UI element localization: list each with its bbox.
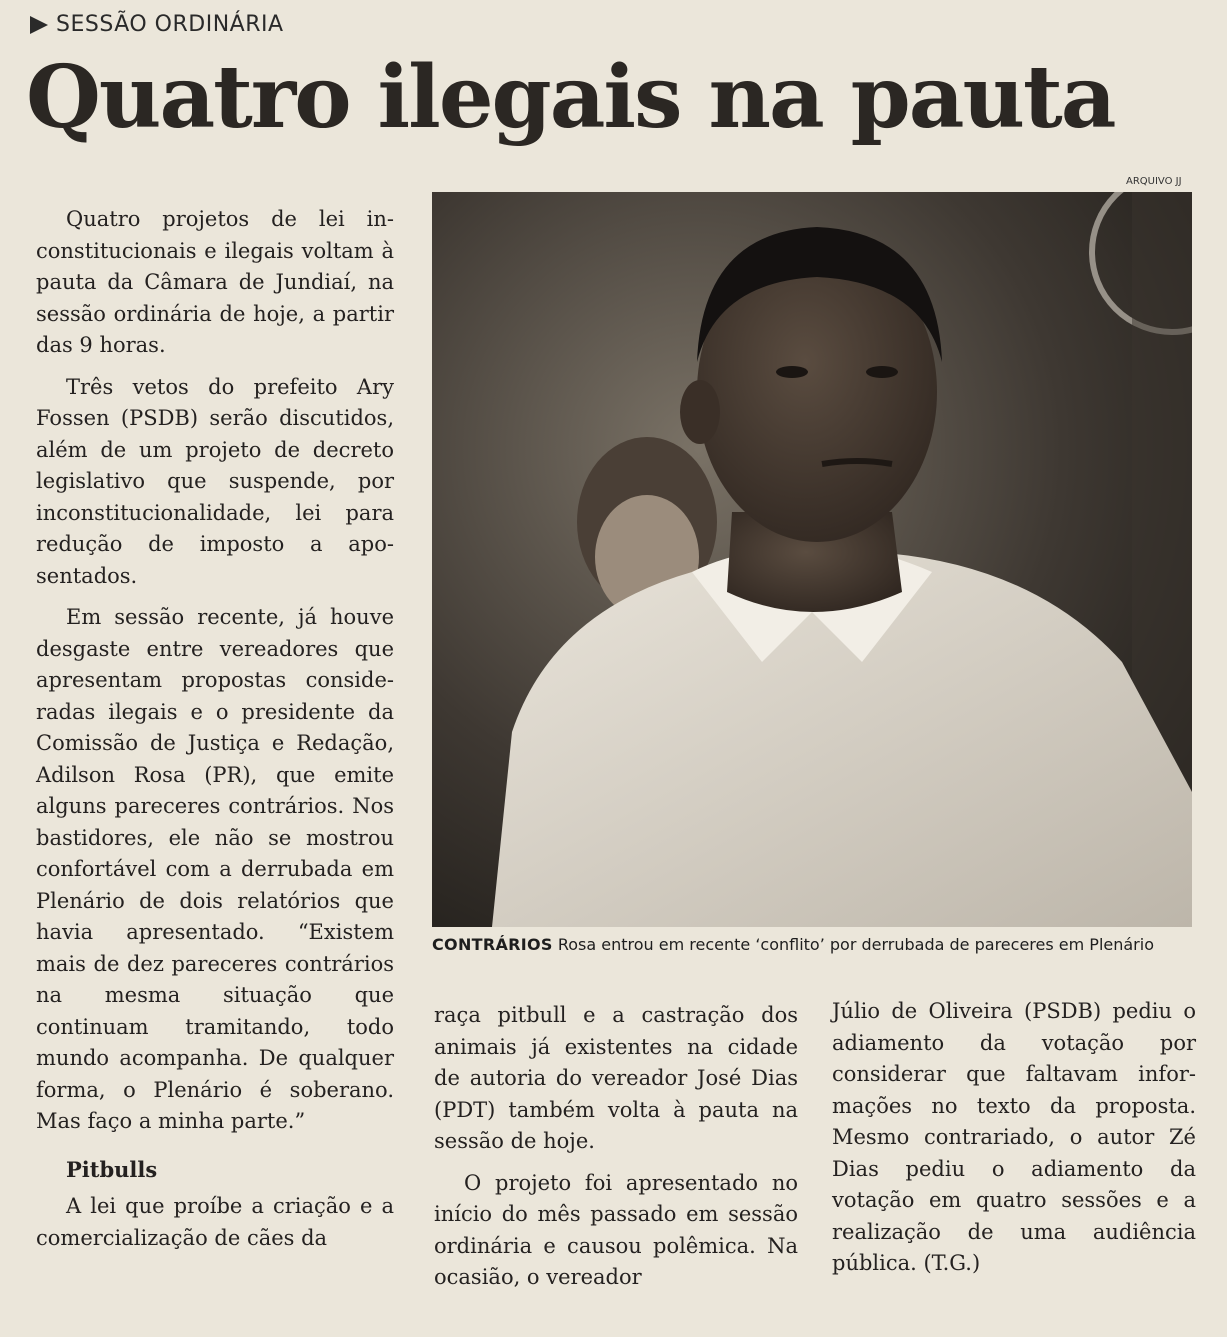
photo-caption bbox=[432, 935, 1202, 954]
paragraph-project: O projeto foi apresentado no início do mês passado em sessão ordinária e causou polêmica. Na ocasião, o vereador bbox=[434, 1170, 798, 1289]
arrow-right-icon bbox=[30, 16, 48, 34]
article-column-3 bbox=[832, 996, 1196, 1280]
section-kicker bbox=[30, 12, 284, 37]
paragraph: Três vetos do prefeito Ary Fossen (PSDB) serão discutidos, além de um projeto de decreto legislativo que suspende, por inconstitucionalidade, lei para redução de imposto a aposentados. bbox=[36, 374, 394, 588]
paragraph-pitbull-start: A lei que proíbe a criação e a comercialização de cães da bbox=[36, 1194, 394, 1250]
article-photo bbox=[432, 192, 1192, 927]
paragraph: Quatro projetos de lei inconstitucionais e ilegais voltam à pauta da Câmara de Jundiaí, na sessão ordinária de hoje, a partir das 9 horas. bbox=[36, 207, 394, 357]
photo-illustration bbox=[432, 192, 1192, 927]
kicker-label: SESSÃO ORDINÁRIA bbox=[56, 12, 284, 37]
caption-text: Rosa entrou em recente ‘conflito’ por derrubada de pareceres em Plenário bbox=[552, 935, 1154, 954]
article-column-1 bbox=[36, 204, 394, 1254]
article-column-2 bbox=[434, 1000, 798, 1294]
headline: Quatro ilegais na pauta bbox=[26, 47, 1115, 148]
paragraph-project-continued: Júlio de Oliveira (PSDB) pediu o adiamento da votação por considerar que faltavam informações no texto da proposta. Mesmo contrariado, o autor Zé Dias pediu o adiamento da votação em quatro sessões e a realização de uma audiência pública. (T.G.) bbox=[832, 999, 1196, 1275]
subhead: Pitbulls bbox=[66, 1156, 158, 1182]
photo-credit: ARQUIVO JJ bbox=[1126, 176, 1182, 187]
paragraph-pitbull-continued: raça pitbull e a castração dos animais já existentes na cidade de autoria do vereador José Dias (PDT) também volta à pauta na sessão de hoje. bbox=[434, 1003, 798, 1153]
paragraph: Em sessão recente, já houve desgaste entre vereadores que apresentam propostas consideradas ilegais e o presidente da Comissão de Justiça e Redação, Adilson Rosa (PR), que emite alguns pareceres contrários. Nos bastidores, ele não se mostrou confortável com a derrubada em Plenário de dois relatórios que havia apresentado. “Existem mais de dez pareceres contrários na mesma situação que continuam tramitando, todo mundo acompanha. De qualquer forma, o Plenário é soberano. Mas faço a minha parte.” bbox=[36, 605, 394, 1133]
caption-label: CONTRÁRIOS bbox=[432, 935, 553, 954]
